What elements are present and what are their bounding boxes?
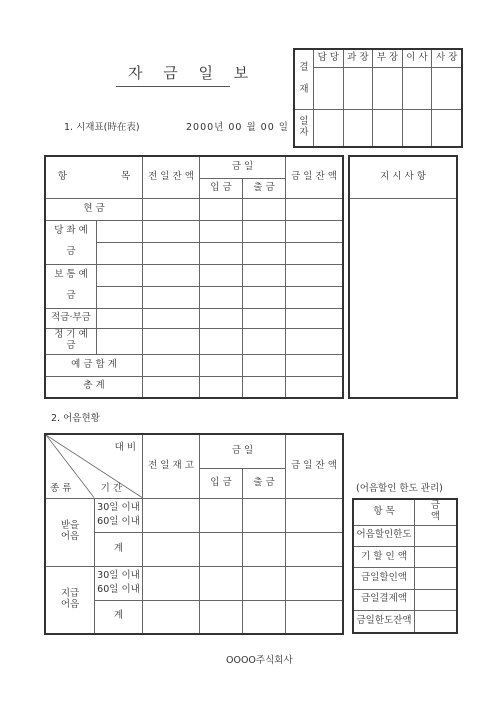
cell[interactable] [415, 611, 458, 633]
sign-box[interactable] [343, 67, 373, 109]
approval-gyeol: 결 [299, 61, 309, 73]
cell[interactable] [243, 286, 286, 308]
instructions-area[interactable] [349, 198, 457, 398]
row-savings-label-1: 보 통 예 [54, 268, 88, 280]
cell[interactable] [286, 354, 344, 376]
header-withdraw: 출 금 [243, 178, 286, 198]
cell[interactable] [200, 308, 243, 328]
approval-table [293, 48, 463, 148]
cell[interactable] [243, 354, 286, 376]
period-30: 30일 이내 [97, 569, 140, 581]
cell[interactable] [143, 328, 200, 354]
cell[interactable] [243, 242, 286, 264]
date-box[interactable] [343, 109, 373, 147]
header-item-1: 항 [57, 170, 67, 182]
row-receivable-label-2: 어음 [60, 531, 80, 542]
cell[interactable] [286, 532, 344, 566]
cell[interactable] [286, 286, 344, 308]
header-deposit-in: 입 금 [200, 178, 243, 198]
cell[interactable] [415, 589, 458, 610]
period-60: 60일 이내 [97, 584, 140, 595]
cell[interactable] [243, 376, 286, 398]
row-today-discount: 금일할인액 [353, 568, 415, 589]
header-amount [415, 499, 458, 525]
period-60: 60일 이내 [97, 516, 140, 527]
cell[interactable] [143, 242, 200, 264]
row-payable-label-1: 지급 [60, 587, 80, 599]
row-installment-label: 적금·부금 [45, 308, 97, 328]
cell[interactable] [243, 198, 286, 220]
row-fixed-label-2: 금 [66, 340, 76, 351]
row-deposit-total-label: 예 금 합 계 [45, 354, 143, 376]
cell[interactable] [243, 220, 286, 242]
approval-label-cell [294, 49, 314, 109]
cell[interactable] [286, 600, 344, 634]
approval-header-1: 담 당 [314, 49, 344, 67]
header-deposit-in: 입 금 [200, 468, 243, 498]
cell[interactable] [286, 198, 344, 220]
row-receivable-label [45, 498, 95, 566]
header-period: 기 간 [100, 482, 122, 494]
cell[interactable] [286, 328, 344, 354]
cell[interactable] [143, 376, 200, 398]
header-prev-stock: 전 일 재 고 [143, 434, 200, 498]
row-fixed-label-1: 정 기 예 [54, 329, 88, 341]
header-withdraw: 출 금 [243, 468, 286, 498]
header-item: 항 목 [353, 499, 415, 525]
date-ja: 자 [299, 126, 309, 138]
section1-heading: 1. 시재표(時在表) [64, 122, 140, 133]
cell[interactable] [243, 532, 286, 566]
section2-heading: 2. 어음현황 [51, 413, 100, 424]
row-receivable-label-1: 받을 [60, 520, 80, 532]
row-fixed-label [45, 328, 97, 354]
row-discount-limit: 어음할인한도 [353, 525, 415, 546]
instructions-table [348, 155, 458, 399]
cell[interactable] [200, 328, 243, 354]
cell[interactable] [200, 566, 243, 600]
cell[interactable] [286, 498, 344, 532]
header-diagonal-cell [45, 434, 143, 498]
cell[interactable] [143, 354, 200, 376]
header-kind: 종 류 [50, 482, 72, 494]
company-name: OOOO주식회사 [226, 655, 293, 666]
row-receivable-subtotal: 계 [95, 532, 143, 566]
row-current-label [45, 220, 97, 264]
cell[interactable] [243, 264, 286, 286]
cell[interactable] [286, 264, 344, 286]
approval-header-3: 부 장 [373, 49, 403, 67]
cell[interactable] [286, 220, 344, 242]
cell[interactable] [200, 376, 243, 398]
title-underline [116, 86, 230, 87]
date-box[interactable] [432, 109, 462, 147]
cell[interactable] [243, 328, 286, 354]
header-amount-2: 액 [430, 511, 441, 523]
cell[interactable] [243, 600, 286, 634]
header-item [45, 156, 143, 198]
cell[interactable] [143, 566, 200, 600]
cell[interactable] [415, 525, 458, 546]
row-receivable-periods [95, 498, 143, 532]
cell[interactable] [286, 566, 344, 600]
sign-box[interactable] [373, 67, 403, 109]
cell[interactable] [97, 220, 143, 242]
cell[interactable] [243, 566, 286, 600]
cell[interactable] [243, 308, 286, 328]
row-today-settlement: 금일결제액 [353, 589, 415, 610]
sign-box[interactable] [432, 67, 462, 109]
cell[interactable] [286, 242, 344, 264]
header-instructions: 지 시 사 항 [349, 156, 457, 198]
approval-header-4: 이 사 [402, 49, 432, 67]
cell[interactable] [243, 498, 286, 532]
cell[interactable] [415, 546, 458, 567]
cell[interactable] [143, 600, 200, 634]
row-payable-periods [95, 566, 143, 600]
row-discounted: 기 할 인 액 [353, 546, 415, 567]
cell[interactable] [286, 308, 344, 328]
date-box[interactable] [402, 109, 432, 147]
cell[interactable] [200, 498, 243, 532]
discount-limit-table [352, 498, 458, 634]
cell[interactable] [200, 242, 243, 264]
report-date: 2000년 00 월 00 일 [186, 122, 289, 133]
approval-header-5: 사 장 [432, 49, 462, 67]
header-amount-1: 금 [430, 500, 441, 512]
header-today: 금 일 [200, 156, 286, 178]
cell[interactable] [97, 328, 143, 354]
row-payable-label-2: 어음 [60, 598, 80, 610]
approval-jae: 재 [299, 83, 309, 95]
cell[interactable] [143, 264, 200, 286]
period-30: 30일 이내 [97, 501, 140, 513]
cell[interactable] [143, 498, 200, 532]
discount-limit-caption: (어음할인 한도 관리) [356, 483, 443, 494]
cell[interactable] [415, 568, 458, 589]
cell[interactable] [200, 198, 243, 220]
sign-box[interactable] [314, 67, 344, 109]
cell[interactable] [200, 286, 243, 308]
cell[interactable] [97, 286, 143, 308]
header-today-balance: 금 일 잔 액 [286, 156, 344, 198]
row-payable-subtotal: 계 [95, 600, 143, 634]
cell[interactable] [143, 308, 200, 328]
row-current-label-1: 당 좌 예 [54, 224, 88, 236]
cell[interactable] [97, 264, 143, 286]
cell[interactable] [200, 354, 243, 376]
cell[interactable] [143, 286, 200, 308]
row-cash-label: 현 금 [45, 198, 143, 220]
date-box[interactable] [314, 109, 344, 147]
cell[interactable] [200, 264, 243, 286]
date-box[interactable] [373, 109, 403, 147]
cell[interactable] [97, 308, 143, 328]
sign-box[interactable] [402, 67, 432, 109]
row-savings-label [45, 264, 97, 308]
row-current-label-2: 금 [66, 246, 76, 258]
cell[interactable] [200, 532, 243, 566]
cell[interactable] [143, 220, 200, 242]
page-title: 자 금 일 보 [128, 64, 257, 82]
row-payable-label [45, 566, 95, 634]
header-prev-balance: 전 일 잔 액 [143, 156, 200, 198]
header-today-balance: 금 일 잔 액 [286, 434, 344, 498]
cell[interactable] [200, 220, 243, 242]
cash-status-table [44, 155, 344, 399]
cell[interactable] [143, 532, 200, 566]
date-label-cell [294, 109, 314, 147]
cell[interactable] [97, 242, 143, 264]
header-daebi: 대 비 [114, 442, 136, 453]
cell[interactable] [200, 600, 243, 634]
header-item-2: 목 [121, 170, 131, 182]
date-il: 일 [299, 115, 309, 127]
row-grand-total-label: 총 계 [45, 376, 143, 398]
cell[interactable] [286, 376, 344, 398]
notes-status-table [44, 433, 344, 635]
row-today-limit-balance: 금일한도잔액 [353, 611, 415, 633]
cell[interactable] [143, 198, 200, 220]
row-savings-label-2: 금 [66, 290, 76, 302]
approval-header-2: 과 장 [343, 49, 373, 67]
header-today: 금 일 [200, 434, 286, 468]
